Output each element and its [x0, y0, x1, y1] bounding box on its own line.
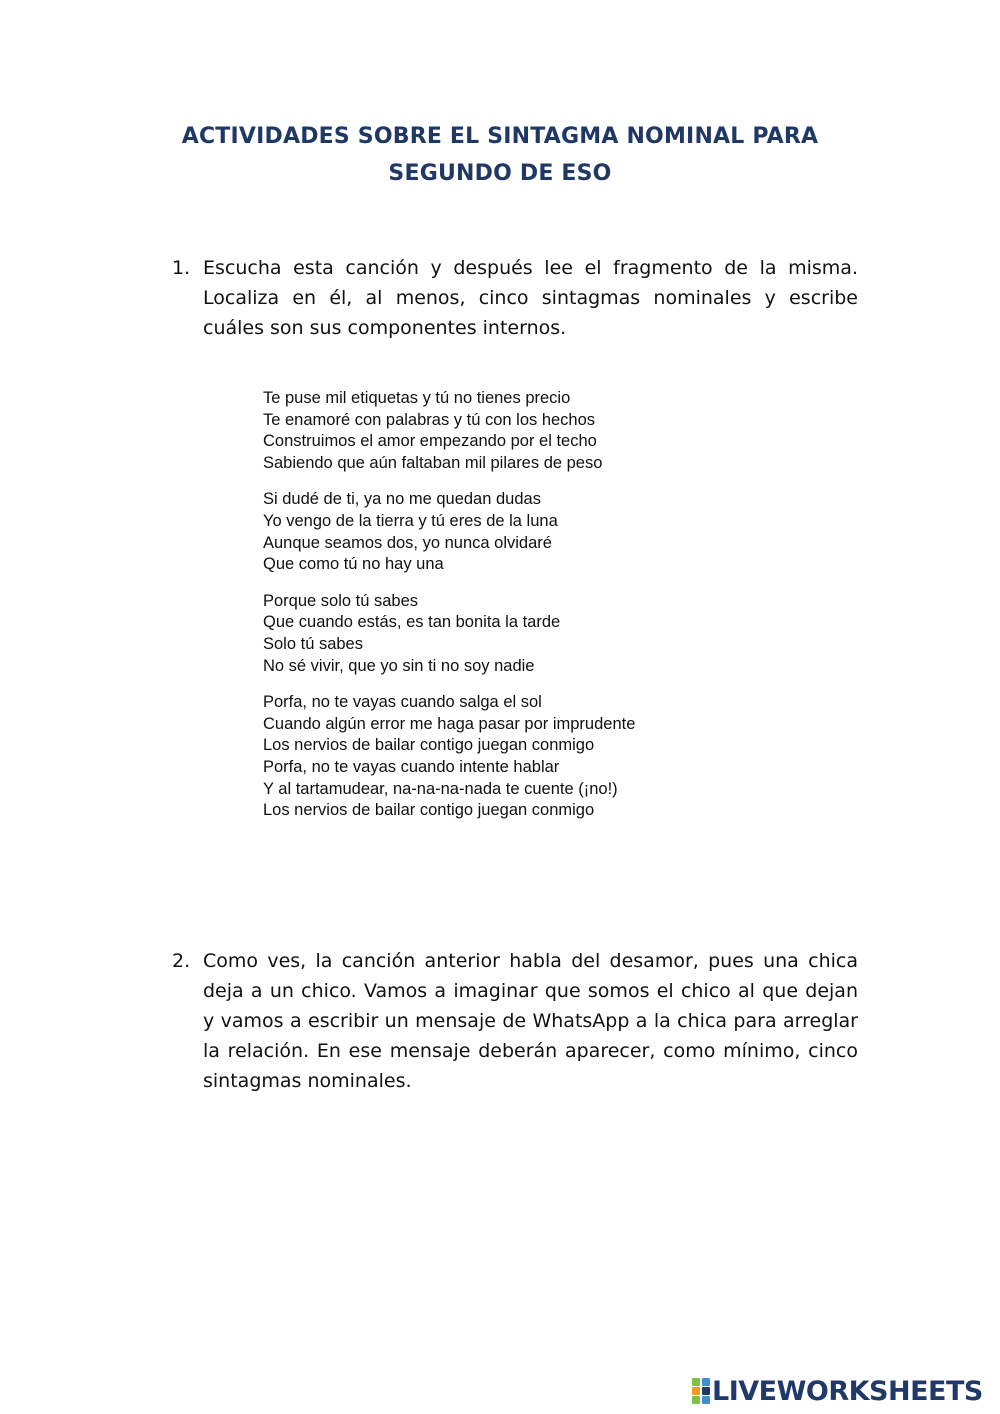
- lyric-line: Los nervios de bailar contigo juegan conmigo: [263, 801, 595, 820]
- lyric-line: Aunque seamos dos, yo nunca olvidaré: [263, 533, 552, 552]
- logo-mark-icon: [692, 1378, 710, 1404]
- lyric-line: Construimos el amor empezando por el techo: [263, 432, 597, 451]
- lyric-line: Solo tú sabes: [263, 635, 363, 654]
- logo-square-green-2: [692, 1396, 700, 1404]
- question-2-number: 2.: [172, 950, 191, 972]
- lyric-line: Porfa, no te vayas cuando intente hablar: [263, 758, 560, 777]
- song-lyrics: [263, 388, 723, 837]
- lyric-line: Porfa, no te vayas cuando salga el sol: [263, 692, 542, 711]
- lyric-line: Si dudé de ti, ya no me quedan dudas: [263, 490, 541, 509]
- logo-square-navy: [702, 1387, 710, 1395]
- logo-text: LIVEWORKSHEETS: [712, 1375, 983, 1407]
- question-2: [172, 946, 858, 1096]
- question-1: [172, 253, 858, 343]
- lyric-line: Te puse mil etiquetas y tú no tienes precio: [263, 389, 571, 407]
- lyric-line: No sé vivir, que yo sin ti no soy nadie: [263, 656, 535, 675]
- logo-square-orange: [692, 1387, 700, 1395]
- lyrics-stanza-2: [263, 489, 723, 576]
- lyrics-stanza-1: [263, 388, 723, 475]
- lyric-line: Los nervios de bailar contigo juegan conmigo: [263, 736, 595, 755]
- lyrics-stanza-4: [263, 692, 723, 822]
- title-line-1: ACTIVIDADES SOBRE EL SINTAGMA NOMINAL PARA: [181, 124, 819, 149]
- title-line-2: SEGUNDO DE ESO: [388, 161, 612, 186]
- lyrics-stanza-3: [263, 591, 723, 678]
- logo-square-green: [692, 1378, 700, 1386]
- question-2-text: Como ves, la canción anterior habla del desamor, pues una chica deja a un chico. Vamos a imaginar que somos el chico al que dejan y vamos a escribir un mensaje de WhatsApp a la chica para arreglar la relación. En ese mensaje deberán aparecer, como mínimo, cinco sintagmas nominales.: [203, 950, 858, 1092]
- lyric-line: Yo vengo de la tierra y tú eres de la luna: [263, 512, 558, 531]
- lyric-line: Que cuando estás, es tan bonita la tarde: [263, 613, 561, 632]
- lyric-line: Que como tú no hay una: [263, 555, 444, 574]
- page-title: [150, 118, 850, 192]
- logo-square-blue: [702, 1378, 710, 1386]
- question-1-number: 1.: [172, 257, 191, 279]
- lyric-line: Sabiendo que aún faltaban mil pilares de peso: [263, 454, 603, 473]
- liveworksheets-logo: [692, 1376, 983, 1406]
- lyric-line: Porque solo tú sabes: [263, 591, 419, 610]
- lyric-line: Y al tartamudear, na-na-na-nada te cuente (¡no!): [263, 779, 618, 798]
- logo-square-blue-2: [702, 1396, 710, 1404]
- lyric-line: Cuando algún error me haga pasar por imprudente: [263, 714, 636, 733]
- lyric-line: Te enamoré con palabras y tú con los hechos: [263, 410, 596, 429]
- question-1-text: Escucha esta canción y después lee el fragmento de la misma. Localiza en él, al menos, cinco sintagmas nominales y escribe cuáles son sus componentes internos.: [203, 257, 858, 339]
